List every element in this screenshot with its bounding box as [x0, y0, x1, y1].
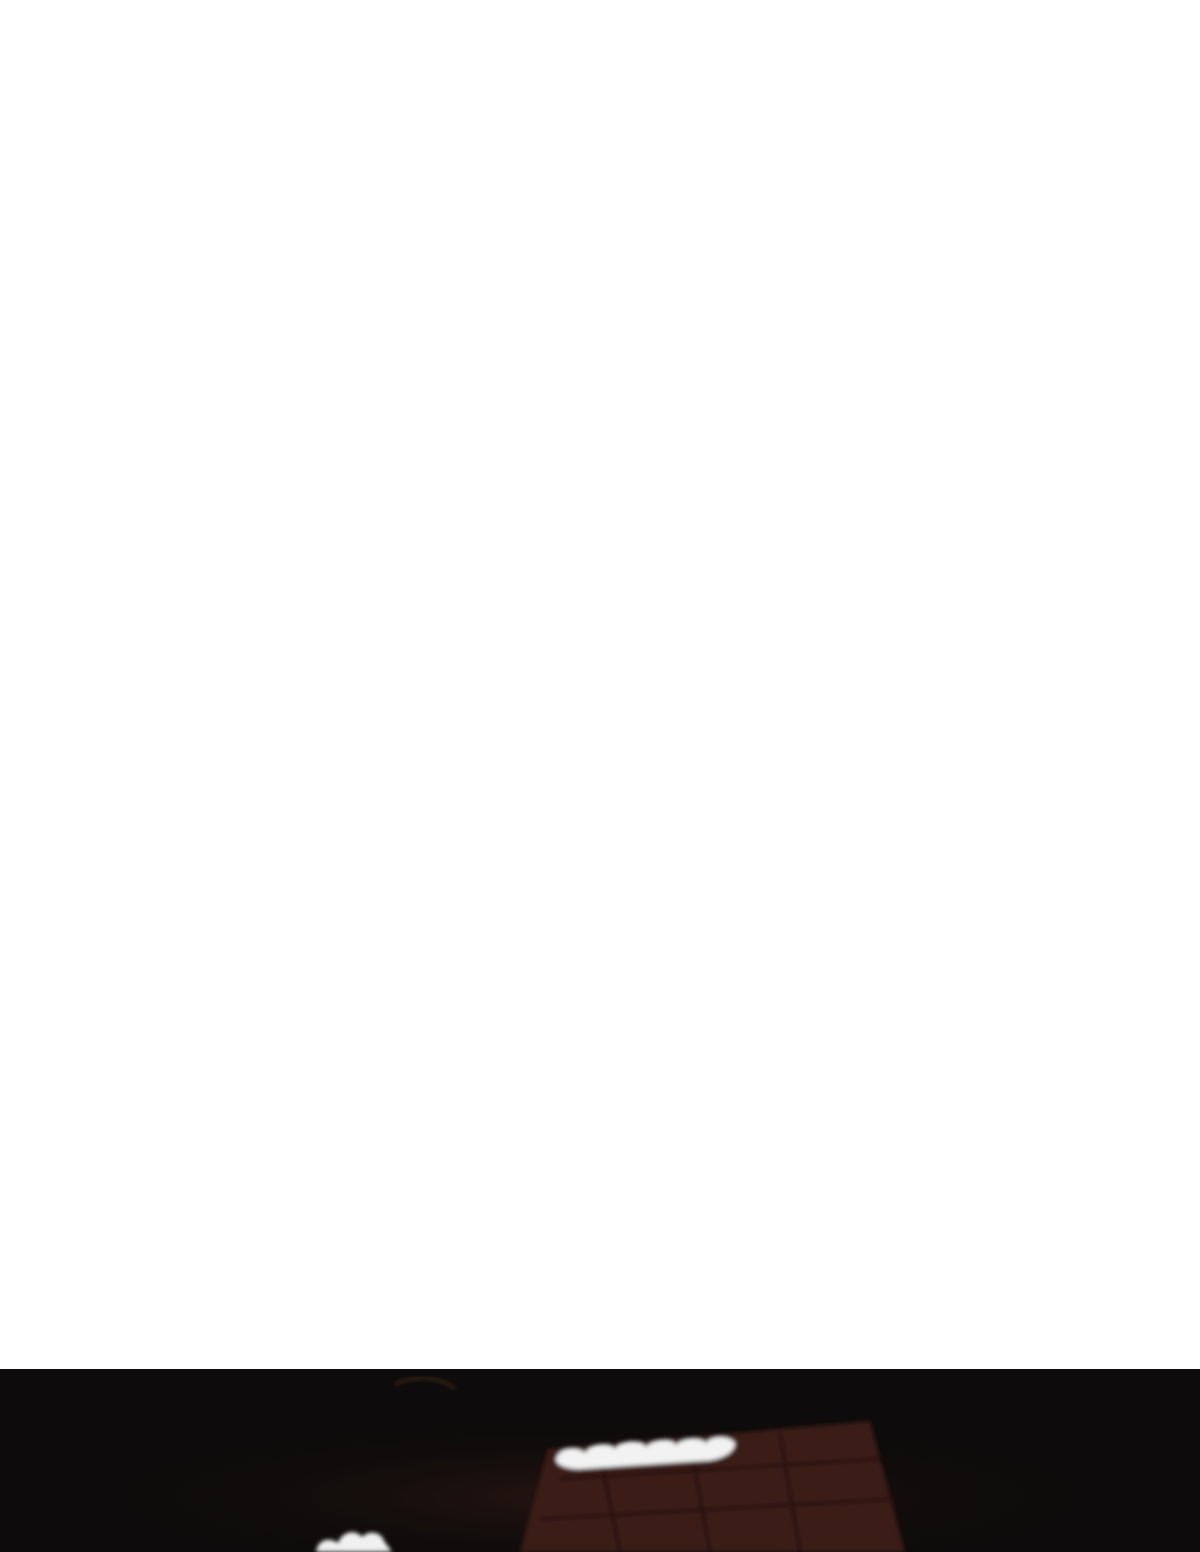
about-body	[76, 185, 1146, 187]
chocolate-bar-illustration	[0, 1369, 1200, 1552]
chocolate-photo	[0, 1369, 1200, 1552]
